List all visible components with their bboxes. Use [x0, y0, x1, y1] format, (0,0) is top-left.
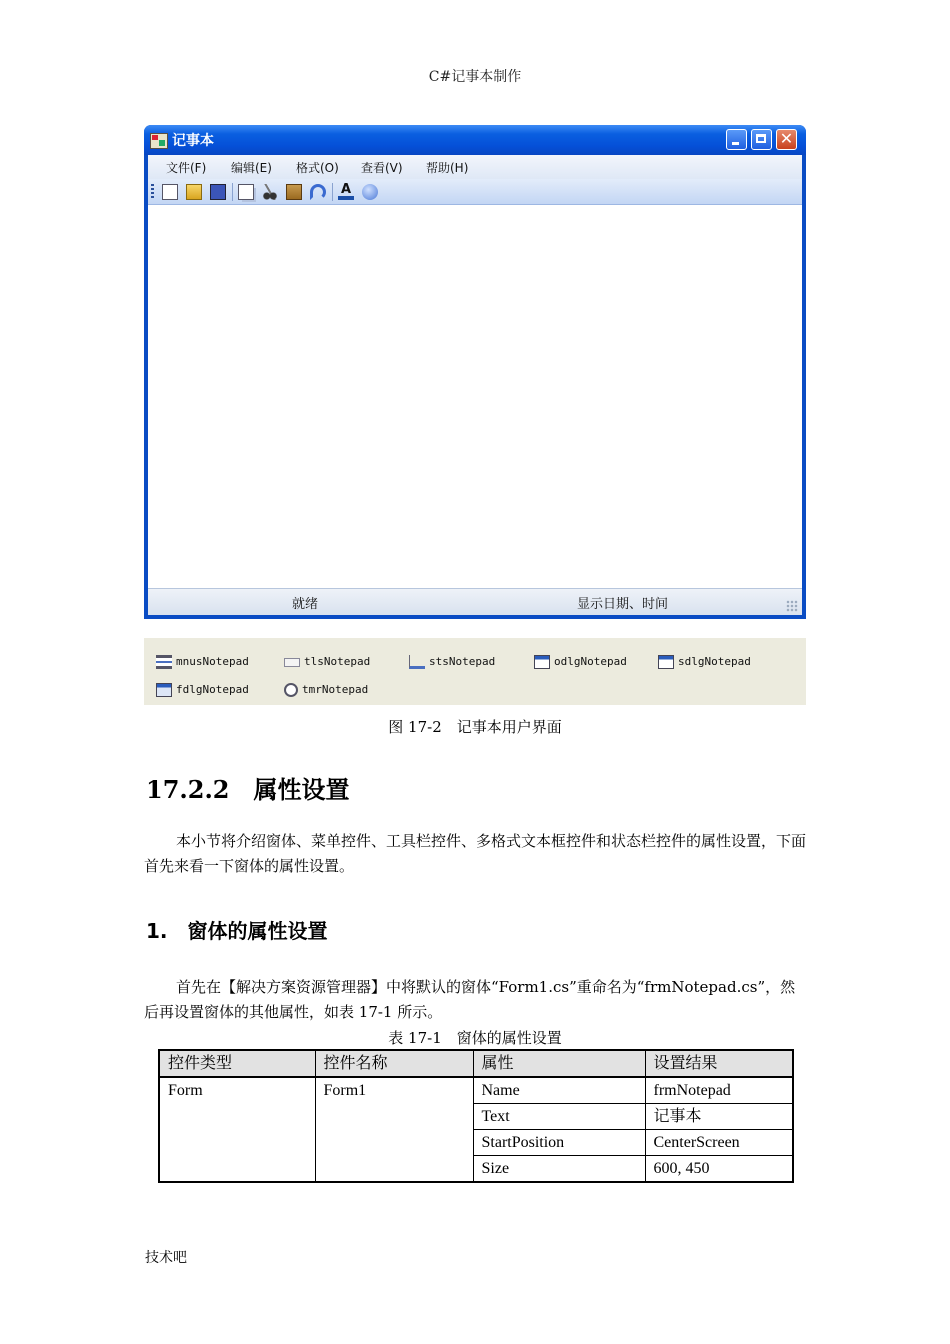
page-footer: 技术吧: [145, 1250, 187, 1266]
save-dialog-icon: [658, 655, 674, 669]
table-cell-property: Name: [473, 1077, 645, 1104]
table-cell-value: CenterScreen: [645, 1130, 793, 1156]
tray-item[interactable]: [409, 654, 495, 670]
table-cell-property: Size: [473, 1156, 645, 1183]
maximize-button[interactable]: [751, 129, 772, 150]
tray-item-label: fdlgNotepad: [176, 683, 249, 696]
table-cell-value: 记事本: [645, 1104, 793, 1130]
tray-item-label: tmrNotepad: [302, 683, 369, 696]
tray-item[interactable]: [284, 654, 370, 670]
tray-item[interactable]: [284, 682, 368, 698]
tray-item[interactable]: [534, 654, 627, 670]
table-cell-value: 600, 450: [645, 1156, 793, 1183]
tray-item-label: odlgNotepad: [554, 655, 627, 668]
table-cell-property: StartPosition: [473, 1130, 645, 1156]
tool-bar: [148, 179, 802, 205]
section-heading: 17.2.2 属性设置: [146, 775, 350, 804]
table-cell-value: frmNotepad: [645, 1077, 793, 1104]
tray-item[interactable]: [658, 654, 751, 670]
page-header: C#记事本制作: [428, 69, 522, 85]
tray-item-label: sdlgNotepad: [678, 655, 751, 668]
rich-text-editor[interactable]: [148, 205, 802, 588]
table-header-cell: 属性: [473, 1050, 645, 1077]
table-header-cell: 设置结果: [645, 1050, 793, 1077]
menustrip-icon: [156, 655, 172, 669]
menu-file[interactable]: 文件(F): [166, 161, 207, 175]
window-client: [148, 155, 802, 615]
tray-item-label: stsNotepad: [429, 655, 496, 668]
title-bar[interactable]: [144, 125, 806, 155]
save-icon[interactable]: [210, 184, 226, 200]
help-icon[interactable]: [362, 184, 378, 200]
menu-bar: [148, 155, 802, 179]
window-title: 记事本: [172, 133, 214, 149]
new-file-icon[interactable]: [162, 184, 178, 200]
menu-help[interactable]: 帮助(H): [426, 161, 469, 175]
resize-grip-icon[interactable]: [786, 600, 798, 612]
table-cell-control-name: Form1: [315, 1077, 473, 1182]
table-header-cell: 控件类型: [159, 1050, 315, 1077]
toolstrip-icon: [284, 658, 300, 667]
font-color-icon[interactable]: A: [338, 184, 354, 200]
table-cell-control-type: Form: [159, 1077, 315, 1182]
notepad-window: [144, 125, 806, 619]
menu-edit[interactable]: 编辑(E): [231, 161, 272, 175]
toolbar-separator: [232, 183, 233, 201]
paragraph: 本小节将介绍窗体、菜单控件、工具栏控件、多格式文本框控件和状态栏控件的属性设置，下面首先来看一下窗体的属性设置。: [144, 832, 807, 875]
open-folder-icon[interactable]: [186, 184, 202, 200]
table-header-cell: 控件名称: [315, 1050, 473, 1077]
undo-icon[interactable]: [310, 184, 326, 200]
table-caption: 表 17-1 窗体的属性设置: [388, 1029, 562, 1047]
tray-item[interactable]: [156, 654, 249, 670]
subsection-heading: 1. 窗体的属性设置: [146, 919, 328, 943]
toolbar-grip[interactable]: [151, 184, 154, 200]
open-dialog-icon: [534, 655, 550, 669]
table-header-row: [159, 1050, 793, 1077]
paste-icon[interactable]: [286, 184, 302, 200]
status-ready-label: 就绪: [292, 597, 319, 612]
status-bar: [148, 588, 802, 615]
close-icon: ✕: [779, 129, 794, 148]
toolbar-separator: [332, 183, 333, 201]
copy-icon[interactable]: [238, 184, 254, 200]
table-cell-property: Text: [473, 1104, 645, 1130]
tray-item[interactable]: [156, 682, 249, 698]
menu-format[interactable]: 格式(O): [296, 161, 339, 175]
table-row: [159, 1077, 793, 1104]
tray-item-label: mnusNotepad: [176, 655, 249, 668]
menu-view[interactable]: 查看(V): [361, 161, 403, 175]
close-button[interactable]: [776, 129, 797, 150]
component-tray: [144, 638, 806, 705]
cut-icon[interactable]: [262, 184, 278, 200]
minimize-button[interactable]: [726, 129, 747, 150]
notepad-app-icon: [150, 133, 168, 149]
properties-table: [158, 1049, 794, 1183]
statusstrip-icon: [409, 655, 425, 669]
figure-caption: 图 17-2 记事本用户界面: [388, 718, 562, 736]
font-dialog-icon: [156, 683, 172, 697]
tray-item-label: tlsNotepad: [304, 655, 371, 668]
timer-icon: [284, 683, 298, 697]
paragraph: 首先在【解决方案资源管理器】中将默认的窗体“Form1.cs”重命名为“frmNotepad.cs”，然后再设置窗体的其他属性，如表 17-1 所示。: [144, 978, 796, 1021]
status-datetime-label: 显示日期、时间: [577, 597, 669, 612]
